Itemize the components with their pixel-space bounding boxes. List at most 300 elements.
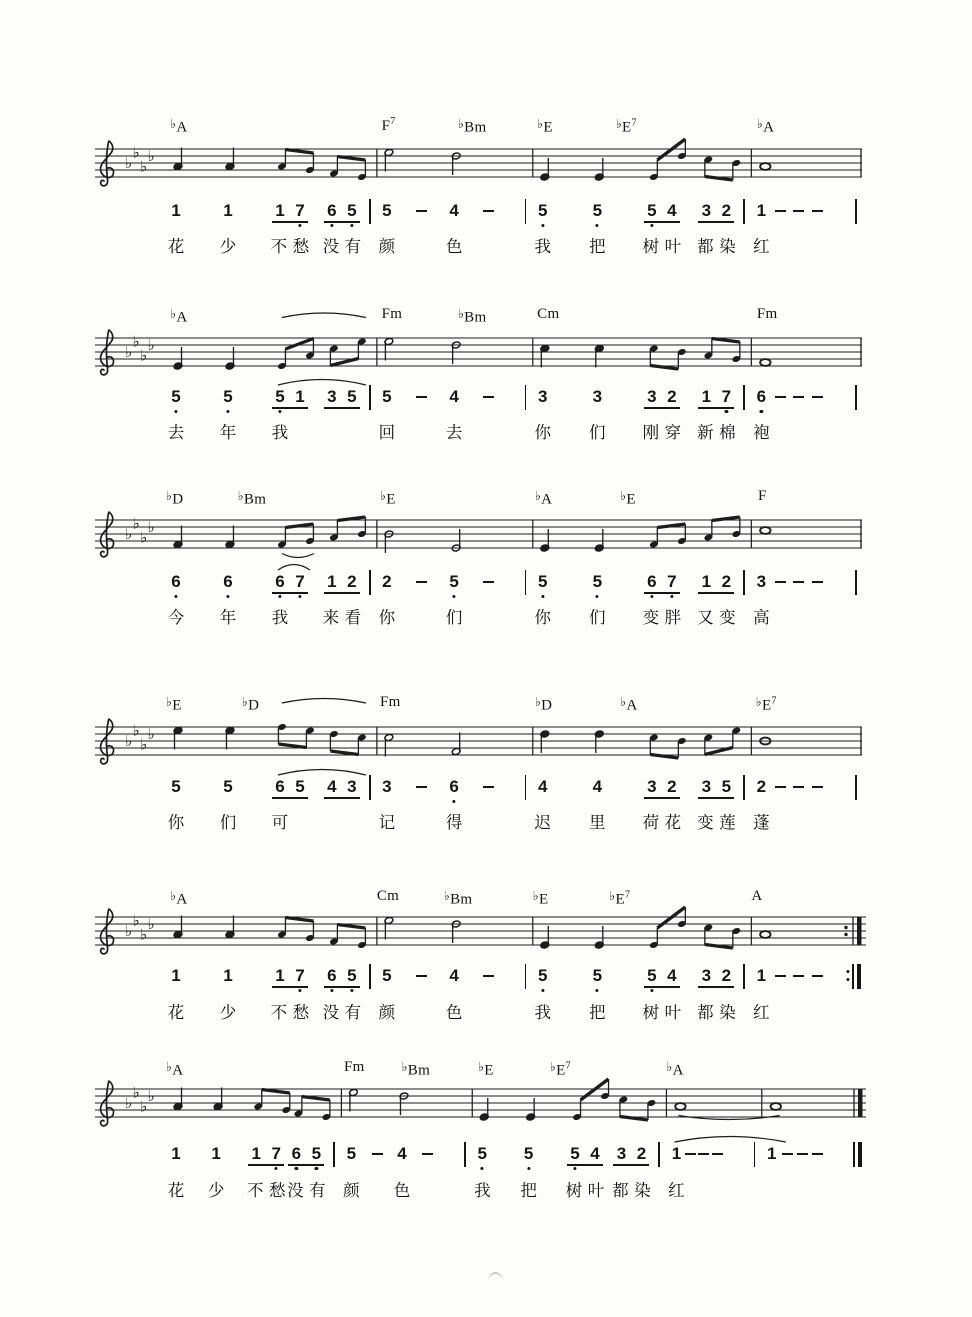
jianpu-low-dot bbox=[295, 1167, 298, 1170]
jianpu-number: 6 bbox=[223, 572, 233, 591]
lyric-char: 得 bbox=[445, 814, 463, 832]
chord-label: ♭A bbox=[170, 116, 188, 136]
lyric-char: 年 bbox=[219, 424, 237, 442]
jianpu-number: 1 bbox=[327, 572, 337, 591]
jianpu-low-dot bbox=[725, 410, 728, 413]
jianpu-dash bbox=[416, 581, 427, 583]
lyric-char: 回 bbox=[378, 424, 396, 442]
chord-label: ♭D bbox=[241, 694, 260, 714]
flat-icon: ♭ bbox=[170, 116, 177, 131]
jianpu-low-dot bbox=[527, 1167, 530, 1170]
jianpu-underline bbox=[272, 221, 308, 223]
jianpu-low-dot bbox=[481, 1167, 484, 1170]
lyric-char: 胖 bbox=[664, 609, 682, 627]
jianpu-number: 5 bbox=[382, 387, 392, 406]
jianpu-barline bbox=[464, 1142, 466, 1167]
jianpu-number: 5 bbox=[477, 1144, 487, 1163]
jianpu-number: 2 bbox=[636, 1144, 647, 1163]
jianpu-number: 1 bbox=[701, 572, 712, 591]
jianpu-number: 3 bbox=[382, 777, 392, 796]
lyric-char: 我 bbox=[534, 1004, 552, 1022]
jianpu-number: 4 bbox=[592, 777, 603, 796]
jianpu-dash bbox=[372, 1153, 383, 1155]
jianpu-number: 3 bbox=[756, 572, 767, 591]
jianpu-number: 5 bbox=[347, 966, 357, 985]
chord-label: ♭A bbox=[170, 888, 188, 908]
flat-icon: ♭ bbox=[609, 888, 616, 903]
jianpu-underline bbox=[324, 986, 360, 988]
jianpu-low-dot bbox=[278, 410, 281, 413]
jianpu-number: 4 bbox=[590, 1144, 600, 1163]
flat-sign: ♭ bbox=[140, 735, 148, 754]
chord-label: ♭E bbox=[537, 116, 553, 136]
chord-extension: 7 bbox=[771, 695, 777, 707]
jianpu-number: 4 bbox=[327, 777, 337, 796]
lyric-char: 可 bbox=[271, 814, 289, 832]
jianpu-number: 5 bbox=[347, 387, 357, 406]
jianpu-barline bbox=[658, 1142, 660, 1167]
lyric-char: 树 bbox=[642, 1004, 660, 1022]
jianpu-number: 1 bbox=[671, 1144, 682, 1163]
jianpu-number: 5 bbox=[523, 1144, 534, 1163]
lyric-char: 我 bbox=[271, 609, 289, 627]
jianpu-barline bbox=[525, 385, 527, 410]
lyric-char: 叶 bbox=[664, 1004, 682, 1022]
jianpu-number: 3 bbox=[327, 387, 337, 406]
lyric-char: 色 bbox=[445, 1004, 463, 1022]
jianpu-dash bbox=[793, 581, 804, 583]
jianpu-dash bbox=[483, 210, 494, 212]
jianpu-number: 3 bbox=[647, 387, 657, 406]
jianpu-number: 7 bbox=[721, 387, 732, 406]
jianpu-dash bbox=[775, 975, 786, 977]
jianpu-number: 4 bbox=[449, 387, 459, 406]
jianpu-barline bbox=[525, 964, 527, 989]
jianpu-underline bbox=[644, 986, 680, 988]
jianpu-number: 7 bbox=[271, 1144, 281, 1163]
lyric-char: 看 bbox=[344, 609, 362, 627]
jianpu-underline bbox=[272, 592, 308, 594]
jianpu-dash bbox=[483, 396, 494, 398]
jianpu-number: 1 bbox=[756, 201, 767, 220]
flat-icon: ♭ bbox=[755, 694, 762, 709]
flat-icon: ♭ bbox=[549, 1059, 557, 1074]
flat-sign: ♭ bbox=[132, 721, 140, 740]
lyric-char: 色 bbox=[393, 1182, 411, 1200]
jianpu-number: 6 bbox=[171, 572, 181, 591]
lyric-char: 袍 bbox=[753, 424, 770, 442]
flat-sign: ♭ bbox=[147, 518, 155, 536]
chord-label: $^♭E^7$ bbox=[549, 1059, 571, 1079]
lyric-char: 少 bbox=[219, 1004, 237, 1022]
flat-sign: ♭ bbox=[132, 1083, 140, 1102]
flat-sign: ♭ bbox=[132, 514, 140, 533]
jianpu-underline bbox=[644, 221, 680, 223]
jianpu-low-dot bbox=[174, 410, 177, 413]
jianpu-barline bbox=[333, 1142, 335, 1167]
chord-label: Fm bbox=[380, 694, 401, 710]
jianpu-barline bbox=[369, 385, 371, 410]
lyric-char: 们 bbox=[445, 609, 463, 627]
lyric-char: 荷 bbox=[642, 814, 660, 832]
jianpu-underline bbox=[248, 1164, 284, 1166]
jianpu-underline bbox=[644, 407, 680, 409]
chord-label: Fm bbox=[344, 1059, 365, 1075]
lyric-char: 红 bbox=[753, 238, 770, 256]
chord-label: Fm bbox=[381, 306, 403, 322]
lyric-char: 颜 bbox=[343, 1182, 360, 1200]
jianpu-low-dot bbox=[760, 410, 763, 413]
jianpu-number: 5 bbox=[347, 201, 357, 220]
lyric-char: 树 bbox=[642, 238, 660, 256]
flat-icon: ♭ bbox=[478, 1059, 485, 1074]
jianpu-dash bbox=[793, 786, 804, 788]
lyric-char: 颜 bbox=[378, 238, 396, 256]
chord-label: $^♭E^7$ bbox=[615, 116, 637, 136]
jianpu-number: 2 bbox=[756, 777, 767, 796]
chord-label: ♭A bbox=[756, 116, 775, 136]
lyric-char: 不 bbox=[247, 1182, 264, 1200]
jianpu-barline bbox=[525, 570, 527, 595]
jianpu-dash bbox=[698, 1153, 709, 1155]
jianpu-low-dot bbox=[278, 595, 281, 598]
flat-icon: ♭ bbox=[166, 1059, 173, 1074]
lyric-char: 树 bbox=[565, 1182, 583, 1200]
jianpu-underline bbox=[272, 797, 308, 799]
jianpu-underline bbox=[567, 1164, 603, 1166]
jianpu-number: 3 bbox=[701, 777, 712, 796]
flat-sign: ♭ bbox=[125, 922, 133, 940]
lyric-char: 刚 bbox=[642, 424, 660, 442]
jianpu-number: 6 bbox=[327, 201, 337, 220]
lyric-char: 蓬 bbox=[753, 814, 770, 832]
jianpu-low-dot bbox=[541, 989, 544, 992]
jianpu-number: 5 bbox=[171, 777, 181, 796]
lyric-char: 叶 bbox=[664, 238, 682, 256]
lyric-char: 不 bbox=[270, 1004, 288, 1022]
lyric-char: 花 bbox=[167, 1004, 185, 1022]
chord-extension: 7 bbox=[390, 116, 396, 127]
flat-icon: ♭ bbox=[534, 488, 542, 503]
jianpu-number: 1 bbox=[223, 966, 233, 985]
jianpu-number: 4 bbox=[667, 966, 677, 985]
jianpu-number: 3 bbox=[701, 201, 712, 220]
jianpu-number: 6 bbox=[291, 1144, 302, 1163]
lyric-char: 变 bbox=[642, 609, 660, 627]
chord-label: ♭Bm bbox=[237, 488, 267, 508]
lyric-char: 有 bbox=[344, 1004, 362, 1022]
lyric-char: 们 bbox=[589, 424, 606, 442]
jianpu-dash bbox=[793, 975, 804, 977]
jianpu-low-dot bbox=[453, 595, 456, 598]
jianpu-dash bbox=[483, 581, 494, 583]
flat-icon: ♭ bbox=[457, 306, 465, 321]
lyric-char: 把 bbox=[589, 238, 606, 256]
chord-label: Cm bbox=[537, 306, 560, 322]
chord-label: ♭Bm bbox=[443, 888, 473, 908]
flat-icon: ♭ bbox=[615, 116, 623, 131]
chord-label: ♭E bbox=[620, 488, 636, 508]
lyric-char: 里 bbox=[589, 814, 606, 832]
jianpu-number: 1 bbox=[251, 1144, 261, 1163]
lyric-char: 少 bbox=[207, 1182, 225, 1200]
jianpu-number: 4 bbox=[538, 777, 548, 796]
lyric-char: 们 bbox=[219, 814, 237, 832]
lyric-char: 你 bbox=[534, 609, 552, 627]
jianpu-low-dot bbox=[330, 989, 333, 992]
flat-icon: ♭ bbox=[380, 488, 387, 503]
lyric-char: 你 bbox=[534, 424, 552, 442]
jianpu-barline bbox=[525, 199, 527, 224]
jianpu-underline bbox=[644, 592, 680, 594]
jianpu-number: 5 bbox=[592, 966, 603, 985]
lyric-char: 穿 bbox=[664, 424, 682, 442]
lyric-char: 红 bbox=[753, 1004, 770, 1022]
lyric-char: 都 bbox=[697, 238, 714, 256]
jianpu-underline bbox=[644, 797, 680, 799]
jianpu-number: 2 bbox=[721, 572, 732, 591]
jianpu-low-dot bbox=[350, 989, 353, 992]
jianpu-number: 5 bbox=[721, 777, 732, 796]
lyric-char: 花 bbox=[664, 814, 682, 832]
jianpu-number: 4 bbox=[449, 966, 459, 985]
jianpu-barline bbox=[743, 964, 745, 989]
flat-sign: ♭ bbox=[132, 332, 140, 351]
jianpu-barline bbox=[369, 570, 371, 595]
chord-label: ♭Bm bbox=[457, 116, 487, 136]
jianpu-number: 6 bbox=[327, 966, 337, 985]
jianpu-number: 2 bbox=[667, 777, 677, 796]
flat-icon: ♭ bbox=[457, 116, 465, 131]
lyric-char: 没 bbox=[322, 1004, 340, 1022]
flat-sign: ♭ bbox=[147, 915, 155, 933]
jianpu-low-dot bbox=[298, 595, 301, 598]
flat-sign: ♭ bbox=[140, 925, 148, 944]
chord-label: ♭A bbox=[620, 694, 638, 714]
jianpu-low-dot bbox=[541, 595, 544, 598]
lyric-char: 莲 bbox=[719, 814, 736, 832]
jianpu-number: 1 bbox=[295, 387, 305, 406]
jianpu-low-dot bbox=[573, 1167, 576, 1170]
jianpu-dash bbox=[483, 975, 494, 977]
jianpu-number: 1 bbox=[211, 1144, 221, 1163]
jianpu-repeat-dot bbox=[846, 978, 849, 981]
jianpu-dash bbox=[812, 975, 823, 977]
chord-extension: 7 bbox=[565, 1060, 571, 1072]
jianpu-barline bbox=[369, 775, 371, 800]
jianpu-number: 7 bbox=[295, 201, 305, 220]
jianpu-dash bbox=[812, 1153, 823, 1155]
lyric-char: 愁 bbox=[292, 238, 310, 256]
jianpu-number: 2 bbox=[667, 387, 677, 406]
jianpu-dash bbox=[812, 210, 823, 212]
chord-label: ♭Bm bbox=[457, 306, 487, 326]
chord-label: ♭E bbox=[166, 694, 182, 714]
jianpu-number: 7 bbox=[295, 572, 305, 591]
jianpu-number: 1 bbox=[171, 201, 181, 220]
flat-icon: ♭ bbox=[532, 888, 539, 903]
jianpu-barline-thin bbox=[853, 1142, 855, 1167]
flat-sign: ♭ bbox=[147, 725, 155, 743]
jianpu-underline bbox=[272, 986, 308, 988]
jianpu-number: 5 bbox=[647, 201, 657, 220]
flat-icon: ♭ bbox=[443, 888, 451, 903]
jianpu-number: 1 bbox=[171, 966, 181, 985]
jianpu-number: 5 bbox=[592, 201, 603, 220]
jianpu-dash bbox=[797, 1153, 808, 1155]
jianpu-number: 1 bbox=[275, 966, 285, 985]
jianpu-number: 6 bbox=[449, 777, 459, 796]
jianpu-barline bbox=[525, 775, 527, 800]
jianpu-number: 5 bbox=[223, 387, 233, 406]
lyric-char: 愁 bbox=[269, 1182, 286, 1200]
jianpu-number: 6 bbox=[275, 572, 285, 591]
lyric-char: 记 bbox=[378, 814, 396, 832]
jianpu-number: 1 bbox=[767, 1144, 777, 1163]
lyric-char: 变 bbox=[697, 814, 714, 832]
jianpu-repeat-dot bbox=[846, 970, 849, 973]
lyric-char: 去 bbox=[167, 424, 185, 442]
jianpu-barline bbox=[743, 570, 745, 595]
lyric-char: 棉 bbox=[719, 424, 736, 442]
jianpu-dash bbox=[416, 975, 427, 977]
jianpu-barline bbox=[754, 1142, 756, 1167]
jianpu-underline bbox=[698, 221, 734, 223]
flat-sign: ♭ bbox=[147, 1087, 155, 1105]
jianpu-dash bbox=[793, 396, 804, 398]
lyric-char: 叶 bbox=[587, 1182, 605, 1200]
chord-label: ♭Bm bbox=[401, 1059, 431, 1079]
lyric-char: 们 bbox=[589, 609, 606, 627]
jianpu-barline-end bbox=[855, 385, 857, 410]
jianpu-number: 3 bbox=[347, 777, 357, 796]
flat-sign: ♭ bbox=[125, 154, 133, 172]
jianpu-low-dot bbox=[298, 989, 301, 992]
lyric-char: 染 bbox=[719, 1004, 736, 1022]
jianpu-number: 6 bbox=[647, 572, 657, 591]
lyric-char: 你 bbox=[167, 814, 185, 832]
lyric-char: 没 bbox=[322, 238, 340, 256]
flat-icon: ♭ bbox=[241, 694, 249, 709]
jianpu-low-dot bbox=[670, 595, 673, 598]
jianpu-low-dot bbox=[596, 989, 599, 992]
flat-sign: ♭ bbox=[125, 343, 133, 361]
jianpu-low-dot bbox=[650, 224, 653, 227]
chord-label: $^♭E^7$ bbox=[609, 888, 631, 908]
flat-sign: ♭ bbox=[140, 346, 148, 365]
chord-label: ♭A bbox=[666, 1059, 684, 1079]
jianpu-dash bbox=[812, 786, 823, 788]
jianpu-number: 3 bbox=[647, 777, 657, 796]
chord-label: ♭D bbox=[166, 488, 184, 508]
lyric-char: 高 bbox=[753, 609, 770, 627]
chord-label: $^♭E^7$ bbox=[755, 694, 777, 714]
flat-icon: ♭ bbox=[534, 694, 542, 709]
jianpu-number: 5 bbox=[647, 966, 657, 985]
jianpu-low-dot bbox=[275, 1167, 278, 1170]
flat-sign: ♭ bbox=[125, 525, 133, 543]
jianpu-number: 5 bbox=[295, 777, 305, 796]
jianpu-underline bbox=[698, 986, 734, 988]
lyric-char: 迟 bbox=[534, 814, 552, 832]
jianpu-low-dot bbox=[226, 410, 229, 413]
jianpu-dash bbox=[416, 396, 427, 398]
flat-sign: ♭ bbox=[125, 732, 133, 750]
jianpu-low-dot bbox=[330, 224, 333, 227]
lyric-char: 红 bbox=[668, 1182, 685, 1200]
jianpu-barline-thin bbox=[852, 964, 854, 989]
chord-label: ♭A bbox=[166, 1059, 184, 1079]
jianpu-low-dot bbox=[541, 224, 544, 227]
jianpu-dash bbox=[775, 581, 786, 583]
jianpu-low-dot bbox=[226, 595, 229, 598]
jianpu-dash bbox=[416, 210, 427, 212]
jianpu-number: 5 bbox=[382, 201, 392, 220]
jianpu-underline bbox=[698, 592, 734, 594]
jianpu-number: 3 bbox=[592, 387, 603, 406]
lyric-char: 今 bbox=[167, 609, 185, 627]
flat-sign: ♭ bbox=[140, 528, 148, 547]
chord-extension: 7 bbox=[624, 889, 631, 901]
lyric-char: 花 bbox=[167, 1182, 185, 1200]
jianpu-low-dot bbox=[596, 224, 599, 227]
lyric-char: 染 bbox=[719, 238, 736, 256]
jianpu-number: 5 bbox=[275, 387, 285, 406]
jianpu-number: 6 bbox=[275, 777, 285, 796]
jianpu-number: 5 bbox=[538, 572, 548, 591]
jianpu-number: 7 bbox=[667, 572, 677, 591]
jianpu-low-dot bbox=[650, 989, 653, 992]
chord-label: F bbox=[757, 488, 767, 504]
chord-label: ♭E bbox=[380, 488, 396, 508]
jianpu-low-dot bbox=[596, 595, 599, 598]
flat-sign: ♭ bbox=[140, 157, 148, 176]
jianpu-number: 5 bbox=[592, 572, 603, 591]
jianpu-dash bbox=[812, 581, 823, 583]
flat-icon: ♭ bbox=[666, 1059, 673, 1074]
jianpu-number: 4 bbox=[667, 201, 677, 220]
flat-icon: ♭ bbox=[537, 116, 544, 131]
jianpu-barline-end bbox=[855, 570, 857, 595]
jianpu-barline-end bbox=[855, 775, 857, 800]
lyric-char: 我 bbox=[271, 424, 289, 442]
jianpu-dash bbox=[422, 1153, 433, 1155]
chord-label: Cm bbox=[376, 888, 400, 904]
jianpu-dash bbox=[793, 210, 804, 212]
jianpu-number: 5 bbox=[223, 777, 233, 796]
jianpu-number: 1 bbox=[701, 387, 712, 406]
jianpu-underline bbox=[324, 592, 360, 594]
jianpu-low-dot bbox=[298, 224, 301, 227]
jianpu-number: 1 bbox=[171, 1144, 181, 1163]
jianpu-barline bbox=[743, 199, 745, 224]
jianpu-number: 2 bbox=[382, 572, 392, 591]
lyric-char: 没 bbox=[287, 1182, 304, 1200]
jianpu-number: 3 bbox=[616, 1144, 627, 1163]
lyric-char: 去 bbox=[445, 424, 463, 442]
jianpu-number: 6 bbox=[756, 387, 767, 406]
lyric-char: 又 bbox=[697, 609, 714, 627]
lyric-char: 年 bbox=[219, 609, 237, 627]
chord-label: A bbox=[751, 888, 763, 904]
flat-icon: ♭ bbox=[170, 306, 177, 321]
lyric-char: 你 bbox=[378, 609, 396, 627]
flat-icon: ♭ bbox=[620, 488, 627, 503]
jianpu-number: 7 bbox=[295, 966, 305, 985]
jianpu-dash bbox=[775, 786, 786, 788]
flat-icon: ♭ bbox=[237, 488, 244, 503]
chord-label: ♭A bbox=[534, 488, 553, 508]
